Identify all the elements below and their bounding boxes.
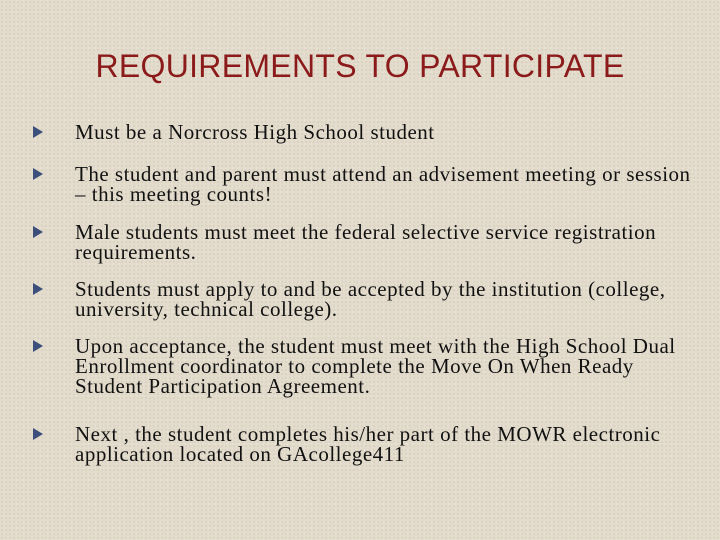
triangle-right-icon bbox=[33, 168, 43, 180]
triangle-right-icon bbox=[33, 126, 43, 138]
bullet-text: Upon acceptance, the student must meet with the High School Dual Enrollment coordinator to complete the Move On When Ready Student Participation Agreement. bbox=[75, 334, 676, 398]
slide-title: REQUIREMENTS TO PARTICIPATE bbox=[95, 48, 625, 84]
bullet-text: The student and parent must attend an advisement meeting or session – this meeting counts! bbox=[75, 162, 691, 206]
bullet-text: Next , the student completes his/her part of the MOWR electronic application located on GAcollege411 bbox=[75, 422, 661, 466]
triangle-right-icon bbox=[33, 226, 43, 238]
triangle-right-icon bbox=[33, 428, 43, 440]
bullet-text: Must be a Norcross High School student bbox=[75, 120, 435, 144]
bullet-text: Students must apply to and be accepted by the institution (college, university, technical college). bbox=[75, 277, 666, 321]
triangle-right-icon bbox=[33, 283, 43, 295]
triangle-right-icon bbox=[33, 340, 43, 352]
bullet-text: Male students must meet the federal selective service registration requirements. bbox=[75, 220, 657, 264]
